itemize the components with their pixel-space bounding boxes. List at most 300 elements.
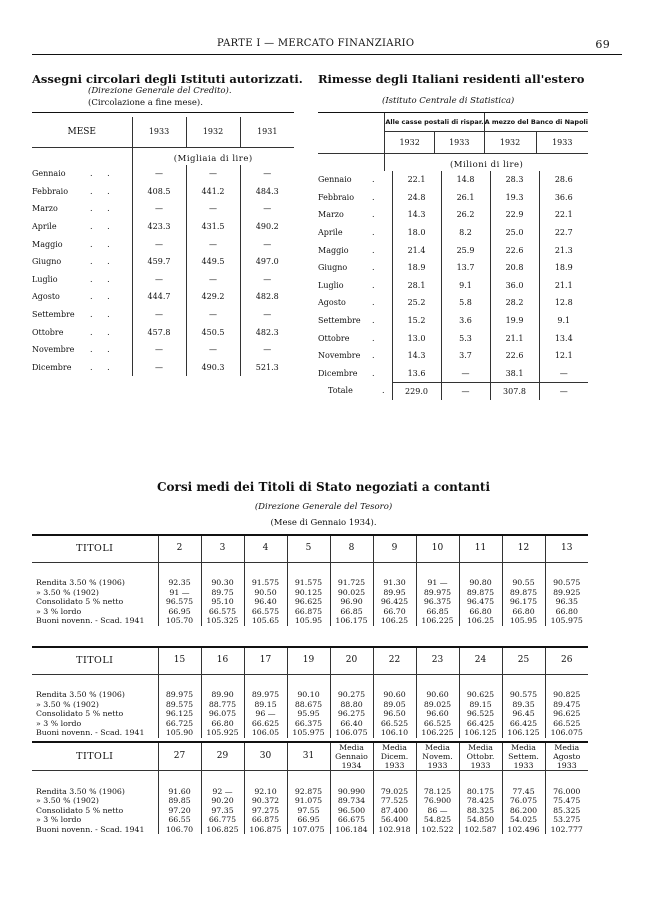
security-label: Buoni novenn. - Scad. 1941	[36, 824, 145, 834]
leader-dots: . .	[90, 345, 116, 355]
price-cell: 66.70	[373, 607, 416, 617]
month-label: Ottobre	[32, 327, 64, 337]
price-cell: 105.65	[244, 616, 287, 626]
right-table-head	[318, 113, 588, 171]
spacer-cell	[373, 562, 416, 578]
col-day-header: Media Settem. 1933	[502, 743, 545, 771]
header-title: PARTE I — MERCATO FINANZIARIO	[217, 38, 415, 49]
month-cell	[318, 206, 392, 224]
price-cell: 87.400	[373, 806, 416, 816]
month-label: Maggio	[32, 239, 63, 249]
price-cell: 76.075	[502, 796, 545, 806]
month-cell	[32, 165, 132, 183]
month-cell	[32, 271, 132, 289]
value-cell: 14.3	[392, 206, 441, 224]
price-cell: 105.70	[158, 616, 201, 626]
left-table-title: Assegni circolari degli Istituti autorizzati.	[32, 72, 303, 86]
value-cell: 28.6	[539, 171, 588, 189]
price-cell: 90.025	[330, 588, 373, 598]
spacer-cell	[502, 562, 545, 578]
value-cell: 25.2	[392, 294, 441, 312]
month-cell	[32, 306, 132, 324]
security-label: » 3 % lordo	[36, 815, 82, 824]
month-cell	[318, 312, 392, 330]
header-rule	[32, 54, 622, 55]
value-cell: —	[539, 365, 588, 383]
value-cell: 431.5	[186, 218, 240, 236]
price-cell: 89.975	[158, 690, 201, 700]
col-day-header: 12	[502, 536, 545, 562]
table-row	[32, 690, 588, 700]
month-cell	[318, 171, 392, 189]
price-cell: 90.50	[244, 588, 287, 598]
month-cell	[32, 323, 132, 341]
spacer-cell	[545, 562, 588, 578]
leader-dots: . .	[90, 292, 116, 302]
month-label: Maggio	[318, 245, 349, 255]
value-cell: 22.6	[490, 347, 539, 365]
price-cell: 66.525	[545, 719, 588, 729]
price-cell: 89.575	[158, 700, 201, 710]
leader-dots: . .	[90, 310, 116, 320]
table-row	[318, 329, 588, 347]
price-cell: 90.60	[373, 690, 416, 700]
value-cell: 13.6	[392, 365, 441, 383]
price-cell: 91 —	[416, 578, 459, 588]
price-cell: 96.40	[244, 597, 287, 607]
month-cell	[32, 341, 132, 359]
value-cell: 25.0	[490, 224, 539, 242]
table-row	[318, 347, 588, 365]
security-label: Rendita 3.50 % (1906)	[36, 578, 125, 587]
month-label: Novembre	[32, 345, 75, 355]
security-label: » 3 % lordo	[36, 718, 82, 728]
value-cell: 3.7	[441, 347, 490, 365]
value-cell: 3.6	[441, 312, 490, 330]
bottom-table-title: Corsi medi dei Titoli di Stato negoziati a contanti	[156, 480, 491, 494]
table-row	[32, 806, 588, 816]
price-cell: 96.375	[416, 597, 459, 607]
price-cell: 106.05	[244, 728, 287, 738]
price-cell: 66.675	[330, 815, 373, 825]
month-cell	[318, 347, 392, 365]
price-cell: 75.475	[545, 796, 588, 806]
leader-dots: . .	[90, 186, 116, 196]
value-cell: —	[132, 359, 186, 377]
leader-dots: . .	[90, 239, 116, 249]
spacer-cell	[459, 674, 502, 690]
spacer-cell	[545, 674, 588, 690]
month-label: Agosto	[32, 292, 60, 302]
left-table-grid	[32, 117, 294, 165]
month-label: Settembre	[318, 316, 361, 326]
value-cell: 423.3	[132, 218, 186, 236]
price-cell: 89.875	[459, 588, 502, 598]
leader-dots: .	[382, 386, 391, 396]
table-row	[32, 588, 588, 598]
price-cell: 96.35	[545, 597, 588, 607]
value-cell: 13.4	[539, 329, 588, 347]
table-row	[32, 341, 294, 359]
left-table-unit: (Migliaia di lire)	[132, 147, 294, 165]
price-cell: 90.10	[287, 690, 330, 700]
spacer-cell	[32, 674, 158, 690]
right-table-source: (Istituto Centrale di Statistica)	[382, 96, 515, 106]
value-cell: —	[539, 382, 588, 400]
total-row	[318, 382, 588, 400]
right-table-body	[318, 171, 588, 400]
price-cell: 90.80	[459, 578, 502, 588]
value-cell: 229.0	[392, 382, 441, 400]
price-cell: 88.325	[459, 806, 502, 816]
value-cell: 19.9	[490, 312, 539, 330]
price-cell: 106.70	[158, 825, 201, 835]
value-cell: —	[441, 365, 490, 383]
security-label: Rendita 3.50 % (1906)	[36, 786, 125, 796]
value-cell: 21.3	[539, 241, 588, 259]
table-row	[32, 796, 588, 806]
price-cell: 96.175	[502, 597, 545, 607]
price-cell: 96.50	[373, 709, 416, 719]
month-label: Dicembre	[318, 368, 358, 378]
table-row	[32, 607, 588, 617]
spacer-row	[32, 562, 588, 578]
table-row	[32, 825, 588, 835]
value-cell: —	[132, 200, 186, 218]
spacer-cell	[287, 674, 330, 690]
price-cell: 78.425	[459, 796, 502, 806]
price-cell: 66.575	[244, 607, 287, 617]
price-cell: 105.925	[201, 728, 244, 738]
spacer-cell	[545, 771, 588, 787]
price-cell: 96.625	[287, 597, 330, 607]
value-cell: 14.3	[392, 347, 441, 365]
price-cell: 90.55	[502, 578, 545, 588]
col-day-header: 19	[287, 648, 330, 674]
table-row	[32, 218, 294, 236]
leader-dots: .	[372, 228, 381, 238]
spacer-cell	[330, 562, 373, 578]
month-cell	[32, 235, 132, 253]
price-cell: 86.200	[502, 806, 545, 816]
price-cell: 96.425	[373, 597, 416, 607]
value-cell: 12.1	[539, 347, 588, 365]
value-cell: 307.8	[490, 382, 539, 400]
leader-dots: .	[372, 351, 381, 361]
price-cell: 89.85	[158, 796, 201, 806]
month-cell	[32, 183, 132, 201]
price-cell: 89.875	[502, 588, 545, 598]
price-cell: 105.95	[502, 616, 545, 626]
price-cell: 53.275	[545, 815, 588, 825]
security-label: » 3.50 % (1902)	[36, 587, 99, 597]
value-cell: 18.9	[392, 259, 441, 277]
price-cell: 56.400	[373, 815, 416, 825]
left-table-body	[32, 165, 294, 376]
spacer-row	[32, 771, 588, 787]
month-label: Agosto	[318, 298, 346, 308]
price-cell: 96.45	[502, 709, 545, 719]
value-cell: 12.8	[539, 294, 588, 312]
table-row	[32, 597, 588, 607]
month-cell	[32, 200, 132, 218]
price-cell: 76.000	[545, 787, 588, 797]
month-label: Totale	[328, 386, 353, 396]
price-cell: 91 —	[158, 588, 201, 598]
value-cell: —	[240, 271, 294, 289]
col-mese-header: MESE	[67, 126, 97, 137]
col-day-header: 31	[287, 743, 330, 771]
price-cell: 107.075	[287, 825, 330, 835]
price-cell: 66.425	[502, 719, 545, 729]
col-day-header: 8	[330, 536, 373, 562]
spacer-cell	[158, 674, 201, 690]
spacer-cell	[201, 562, 244, 578]
security-label: Consolidato 5 % netto	[36, 709, 124, 718]
price-cell: 89.975	[244, 690, 287, 700]
col-day-header: 11	[459, 536, 502, 562]
price-cell: 91.075	[287, 796, 330, 806]
month-label: Marzo	[318, 210, 344, 220]
titles-grid	[32, 743, 588, 834]
price-cell: 97.275	[244, 806, 287, 816]
price-cell: 92.875	[287, 787, 330, 797]
page-number: 69	[595, 38, 610, 51]
left-table	[32, 112, 294, 376]
price-cell: 96.625	[545, 709, 588, 719]
leader-dots: . .	[90, 222, 116, 232]
value-cell: 21.1	[490, 329, 539, 347]
price-cell: 96.90	[330, 597, 373, 607]
price-cell: 91.30	[373, 578, 416, 588]
value-cell: 26.2	[441, 206, 490, 224]
price-cell: 66.725	[158, 719, 201, 729]
value-cell: 28.2	[490, 294, 539, 312]
price-cell: 66.85	[330, 607, 373, 617]
value-cell: —	[186, 306, 240, 324]
table-row	[32, 235, 294, 253]
price-cell: 79.025	[373, 787, 416, 797]
price-cell: 90.575	[502, 690, 545, 700]
table-row	[32, 323, 294, 341]
price-cell: 106.075	[330, 728, 373, 738]
value-cell: 18.0	[392, 224, 441, 242]
price-cell: 97.55	[287, 806, 330, 816]
price-cell: 95.95	[287, 709, 330, 719]
spacer-cell	[32, 562, 158, 578]
value-cell: —	[132, 341, 186, 359]
col-day-header: Media Dicem. 1933	[373, 743, 416, 771]
spacer-cell	[158, 562, 201, 578]
spacer-cell	[244, 771, 287, 787]
table-row	[318, 365, 588, 383]
table-row	[32, 728, 588, 738]
col-day-header: 25	[502, 648, 545, 674]
month-label: Gennaio	[32, 169, 66, 179]
value-cell: 450.5	[186, 323, 240, 341]
col-day-header: 29	[201, 743, 244, 771]
value-cell: 444.7	[132, 288, 186, 306]
value-cell: 484.3	[240, 183, 294, 201]
price-cell: 90.372	[244, 796, 287, 806]
price-cell: 85.325	[545, 806, 588, 816]
value-cell: —	[132, 306, 186, 324]
value-cell: 457.8	[132, 323, 186, 341]
price-cell: 97.20	[158, 806, 201, 816]
month-cell	[32, 359, 132, 377]
price-cell: 66.80	[201, 719, 244, 729]
price-cell: 90.30	[201, 578, 244, 588]
spacer-cell	[502, 674, 545, 690]
table-row	[318, 224, 588, 242]
value-cell: —	[240, 235, 294, 253]
price-cell: 77.525	[373, 796, 416, 806]
col-day-header: Media Ottobr. 1933	[459, 743, 502, 771]
col-day-header: 2	[158, 536, 201, 562]
leader-dots: .	[372, 263, 381, 273]
value-cell: 459.7	[132, 253, 186, 271]
price-cell: 54.025	[502, 815, 545, 825]
value-cell: 497.0	[240, 253, 294, 271]
value-cell: —	[441, 382, 490, 400]
month-label: Settembre	[32, 310, 75, 320]
price-cell: 66.425	[459, 719, 502, 729]
value-cell: 20.8	[490, 259, 539, 277]
col-day-header: 4	[244, 536, 287, 562]
value-cell: —	[186, 235, 240, 253]
month-label: Febbraio	[318, 192, 355, 202]
security-label: » 3 % lordo	[36, 606, 82, 616]
spacer-cell	[201, 674, 244, 690]
leader-dots: .	[372, 245, 381, 255]
value-cell: —	[240, 306, 294, 324]
header-row	[32, 536, 588, 562]
spacer-cell	[416, 674, 459, 690]
spacer-cell	[244, 674, 287, 690]
price-cell: 90.625	[459, 690, 502, 700]
price-cell: 88.775	[201, 700, 244, 710]
price-cell: 106.825	[201, 825, 244, 835]
leader-dots: . .	[90, 327, 116, 337]
value-cell: 482.8	[240, 288, 294, 306]
col-day-header: 16	[201, 648, 244, 674]
col-day-header: 5	[287, 536, 330, 562]
price-cell: 89.475	[545, 700, 588, 710]
table-row	[32, 815, 588, 825]
price-cell: 91.60	[158, 787, 201, 797]
value-cell: —	[240, 200, 294, 218]
titles-grid	[32, 536, 588, 626]
spacer-cell	[459, 771, 502, 787]
value-cell: 22.1	[392, 171, 441, 189]
price-cell: 91.575	[287, 578, 330, 588]
col-day-header: Media Novem. 1933	[416, 743, 459, 771]
col-year-header: 1933	[434, 131, 484, 153]
table-row	[32, 288, 294, 306]
spacer-cell	[416, 771, 459, 787]
price-cell: 92.35	[158, 578, 201, 588]
value-cell: 5.3	[441, 329, 490, 347]
price-cell: 66.875	[287, 607, 330, 617]
spacer-cell	[502, 771, 545, 787]
spacer-cell	[373, 674, 416, 690]
value-cell: 22.7	[539, 224, 588, 242]
table-row	[318, 294, 588, 312]
spacer-cell	[201, 771, 244, 787]
price-cell: 66.85	[416, 607, 459, 617]
price-cell: 66.875	[244, 815, 287, 825]
price-cell: 96.275	[330, 709, 373, 719]
value-cell: 408.5	[132, 183, 186, 201]
price-cell: 89.025	[416, 700, 459, 710]
value-cell: 9.1	[441, 277, 490, 295]
right-table-unit: (Milioni di lire)	[385, 153, 588, 171]
security-label: » 3.50 % (1902)	[36, 699, 99, 709]
month-cell	[318, 259, 392, 277]
value-cell: 24.8	[392, 189, 441, 207]
price-cell: 102.918	[373, 825, 416, 835]
col-day-header: 10	[416, 536, 459, 562]
table-row	[32, 578, 588, 588]
table-row	[32, 200, 294, 218]
spacer-cell	[330, 674, 373, 690]
price-cell: 105.975	[287, 728, 330, 738]
month-label: Giugno	[32, 257, 62, 267]
price-cell: 66.55	[158, 815, 201, 825]
price-cell: 89.75	[201, 588, 244, 598]
col-day-header: 22	[373, 648, 416, 674]
month-cell	[318, 224, 392, 242]
price-cell: 102.777	[545, 825, 588, 835]
price-cell: 106.125	[459, 728, 502, 738]
value-cell: 490.2	[240, 218, 294, 236]
month-cell	[318, 382, 392, 400]
spacer-cell	[330, 771, 373, 787]
value-cell: 490.3	[186, 359, 240, 377]
col-day-header: 30	[244, 743, 287, 771]
value-cell: 22.6	[490, 241, 539, 259]
value-cell: 13.0	[392, 329, 441, 347]
group-header-banco-napoli: A mezzo del Banco di Napoli	[484, 113, 588, 131]
price-cell: 96.475	[459, 597, 502, 607]
titles-block	[32, 646, 588, 738]
price-cell: 102.522	[416, 825, 459, 835]
price-cell: 89.90	[201, 690, 244, 700]
month-cell	[32, 253, 132, 271]
month-label: Luglio	[318, 280, 344, 290]
value-cell: —	[132, 165, 186, 183]
col-year-header: 1932	[186, 117, 240, 147]
price-cell: 92.10	[244, 787, 287, 797]
price-cell: 66.80	[459, 607, 502, 617]
right-table-title: Rimesse degli Italiani residenti all'estero	[318, 72, 585, 86]
price-cell: 66.525	[416, 719, 459, 729]
value-cell: 26.1	[441, 189, 490, 207]
month-label: Marzo	[32, 204, 58, 214]
price-cell: 90.275	[330, 690, 373, 700]
value-cell: 22.9	[490, 206, 539, 224]
col-day-header: 27	[158, 743, 201, 771]
col-year-header: 1932	[385, 131, 435, 153]
price-cell: 54.825	[416, 815, 459, 825]
security-label: Consolidato 5 % netto	[36, 805, 124, 815]
col-day-header: 15	[158, 648, 201, 674]
bottom-table-period: (Mese di Gennaio 1934).	[270, 518, 377, 528]
table-row	[318, 259, 588, 277]
security-label: Buoni novenn. - Scad. 1941	[36, 728, 145, 737]
price-cell: 106.184	[330, 825, 373, 835]
leader-dots: . .	[90, 169, 116, 179]
